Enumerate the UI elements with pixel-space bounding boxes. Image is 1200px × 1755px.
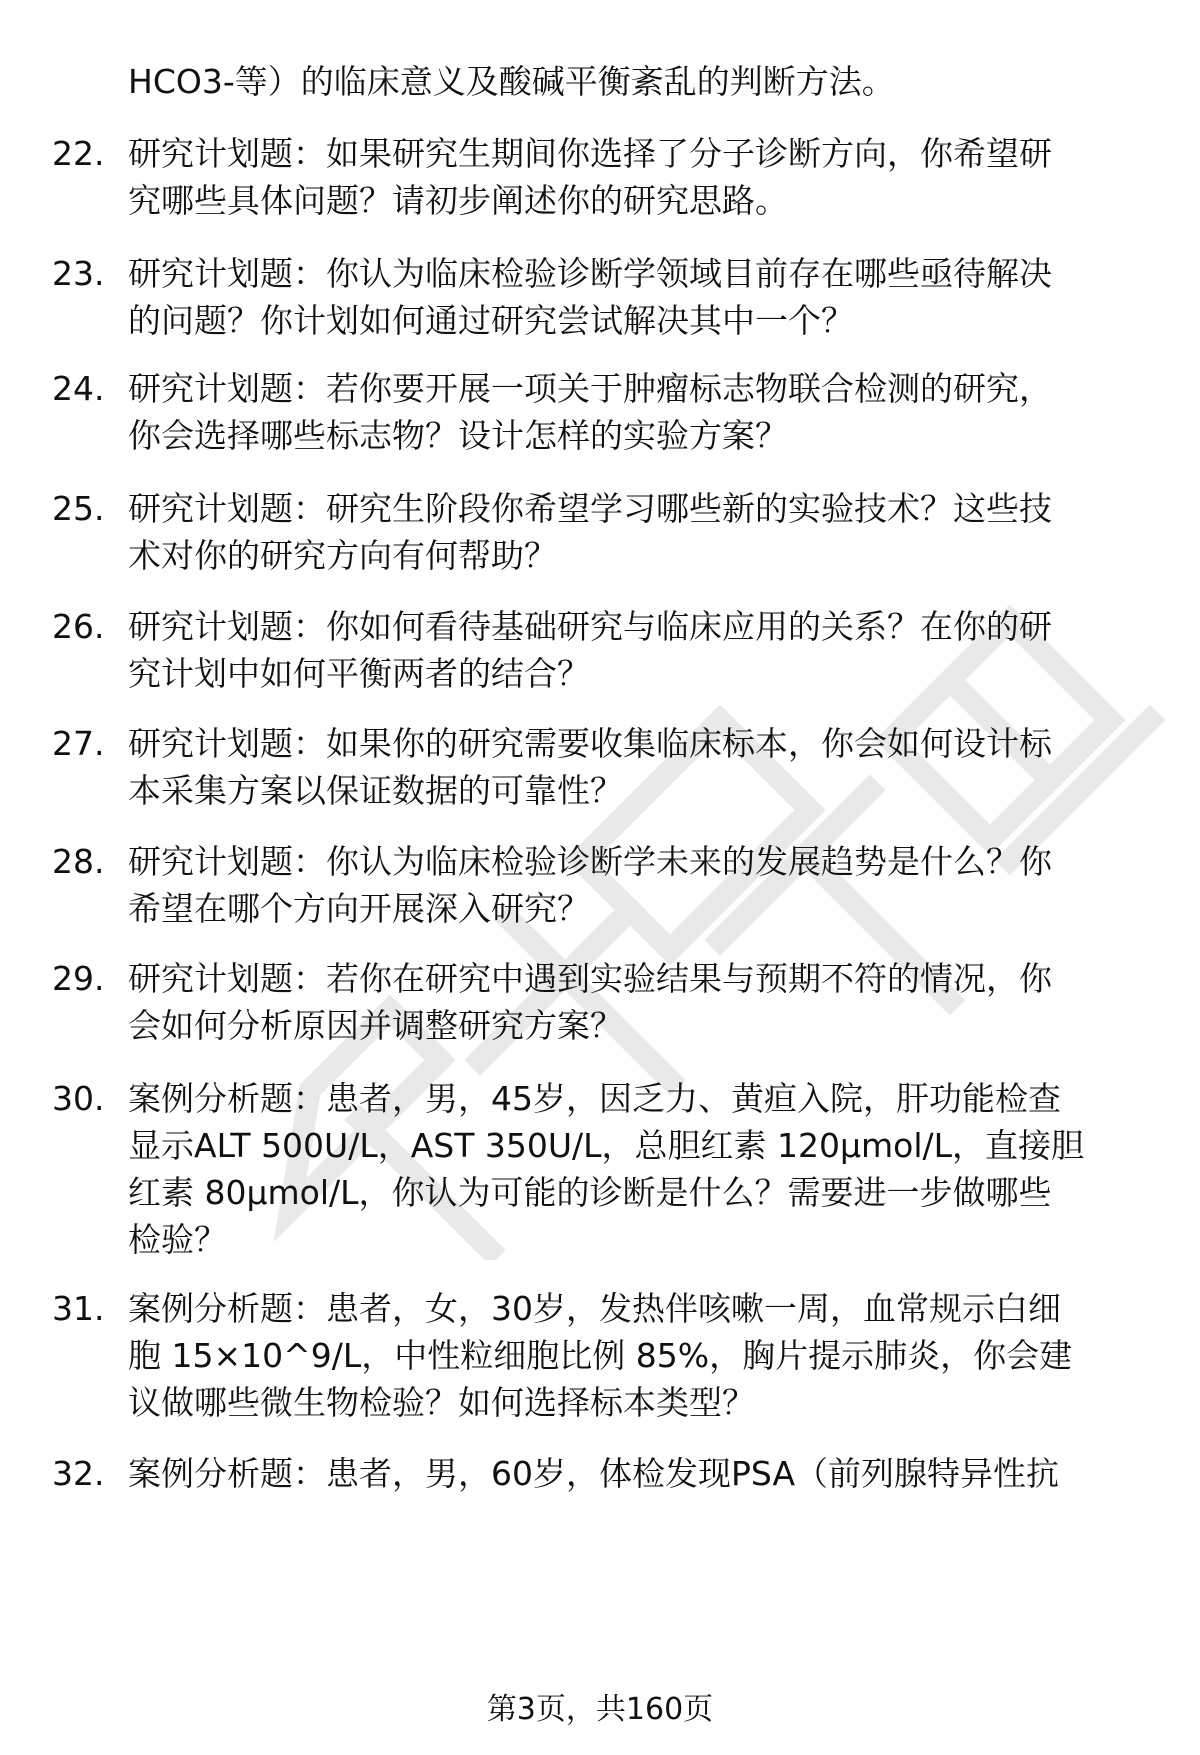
question-text: 研究计划题：若你在研究中遇到实验结果与预期不符的情况，你 会如何分析原因并调整研究方案？ bbox=[128, 959, 1052, 1045]
question-number: 30. bbox=[52, 1079, 105, 1118]
intro-line: HCO3-等）的临床意义及酸碱平衡紊乱的判断方法。 bbox=[128, 62, 895, 101]
question-number: 28. bbox=[52, 842, 105, 881]
question-number: 23. bbox=[52, 254, 105, 293]
question-text: 研究计划题：你认为临床检验诊断学领域目前存在哪些亟待解决 的问题？你计划如何通过研究尝试解决其中一个？ bbox=[128, 254, 1052, 340]
question-number: 31. bbox=[52, 1289, 105, 1328]
question-text: 研究计划题：你如何看待基础研究与临床应用的关系？在你的研 究计划中如何平衡两者的结合？ bbox=[128, 607, 1052, 693]
question-number: 26. bbox=[52, 607, 105, 646]
question-item bbox=[52, 838, 1152, 932]
question-number: 27. bbox=[52, 724, 105, 763]
question-item bbox=[52, 365, 1152, 459]
question-number: 25. bbox=[52, 489, 105, 528]
question-text: 研究计划题：如果研究生期间你选择了分子诊断方向，你希望研 究哪些具体问题？请初步阐述你的研究思路。 bbox=[128, 134, 1052, 220]
question-item bbox=[52, 1285, 1152, 1426]
question-text: 案例分析题：患者，男，60岁，体检发现PSA（前列腺特异性抗 bbox=[128, 1454, 1060, 1493]
question-item bbox=[52, 1075, 1152, 1263]
question-item bbox=[52, 720, 1152, 814]
question-item bbox=[52, 955, 1152, 1049]
question-text: 研究计划题：研究生阶段你希望学习哪些新的实验技术？这些技 术对你的研究方向有何帮助？ bbox=[128, 489, 1052, 575]
page-footer: 第3页，共160页 bbox=[486, 1692, 714, 1727]
question-text: 研究计划题：若你要开展一项关于肿瘤标志物联合检测的研究， 你会选择哪些标志物？设计怎样的实验方案？ bbox=[128, 369, 1052, 455]
question-number: 24. bbox=[52, 369, 105, 408]
question-item bbox=[52, 130, 1152, 224]
question-item bbox=[52, 485, 1152, 579]
question-text: 研究计划题：你认为临床检验诊断学未来的发展趋势是什么？你 希望在哪个方向开展深入研究？ bbox=[128, 842, 1052, 928]
question-item bbox=[52, 1450, 1152, 1497]
question-text: 研究计划题：如果你的研究需要收集临床标本，你会如何设计标 本采集方案以保证数据的可靠性？ bbox=[128, 724, 1052, 810]
question-number: 32. bbox=[52, 1454, 105, 1493]
question-number: 22. bbox=[52, 134, 105, 173]
question-item bbox=[52, 250, 1152, 344]
question-number: 29. bbox=[52, 959, 105, 998]
question-item bbox=[52, 603, 1152, 697]
question-text: 案例分析题：患者，女，30岁，发热伴咳嗽一周，血常规示白细 胞 15×10^9/L，中性粒细胞比例 85%，胸片提示肺炎，你会建 议做哪些微生物检验？如何选择标本类型？ bbox=[128, 1289, 1073, 1422]
question-text: 案例分析题：患者，男，45岁，因乏力、黄疸入院，肝功能检查 显示ALT 500U/L，AST 350U/L，总胆红素 120μmol/L，直接胆 红素 80μmol/L，你认为可能的诊断是什么？需要进一步做哪些 检验？ bbox=[128, 1079, 1085, 1259]
